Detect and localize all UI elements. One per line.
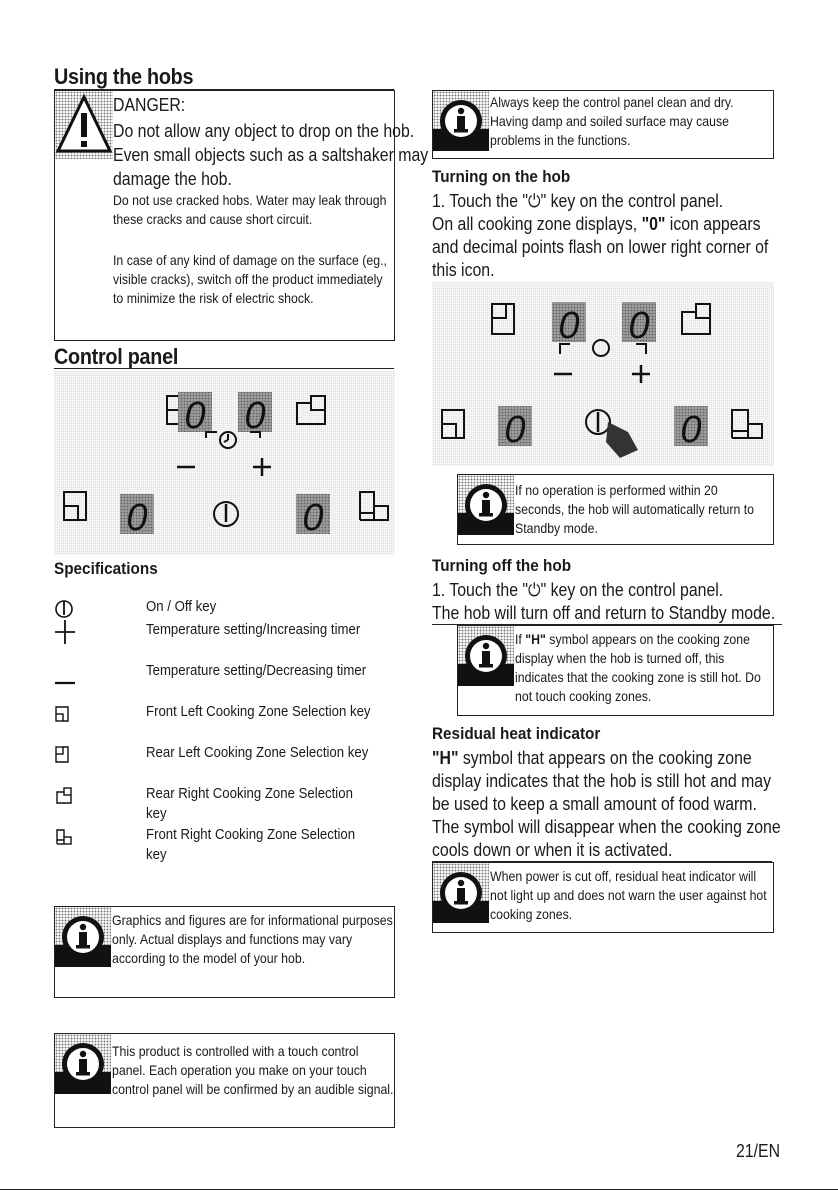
danger-title: DANGER:: [113, 95, 186, 115]
svg-text:0: 0: [558, 305, 580, 347]
info-icon: [55, 1034, 111, 1094]
info-icon: [458, 626, 514, 686]
turning-off-step: 1. Touch the "⏻" key on the control panel.: [432, 580, 724, 600]
info-text: Always keep the control panel clean and dry. Having damp and soiled surface may cause problems in the functions.: [490, 94, 734, 148]
turning-on-step: 1. Touch the "⏻" key on the control panel.: [432, 191, 724, 211]
info-box-standby: [457, 474, 774, 545]
digit-rear-left: 0: [184, 395, 206, 437]
svg-text:0: 0: [680, 409, 702, 451]
info-box-h-symbol: [457, 625, 774, 716]
svg-text:0: 0: [126, 497, 148, 539]
danger-cracked-text: Do not use cracked hobs. Water may leak through these cracks and cause short circuit.: [113, 192, 387, 227]
spec-label: Rear Right Cooking Zone Selection key: [146, 785, 353, 822]
svg-text:0: 0: [302, 497, 324, 539]
info-text: If no operation is performed within 20 seconds, the hob will automatically return to Standby mode.: [515, 482, 755, 536]
turning-on-text: On all cooking zone displays, "0" icon appears and decimal points flash on lower right corner of this icon.: [432, 214, 769, 280]
info-icon: [433, 863, 489, 923]
control-panel-graphic: [432, 282, 774, 466]
info-box-clean: [432, 90, 774, 159]
front-left-zone-key: [64, 492, 86, 520]
warning-icon: [55, 91, 113, 159]
finger-icon: [606, 422, 638, 458]
spec-label: Temperature setting/Increasing timer: [146, 621, 361, 638]
rear-right-zone-key: [297, 396, 325, 424]
heading-using-the-hobs: Using the hobs: [54, 64, 194, 89]
heading-residual-heat: Residual heat indicator: [432, 724, 601, 743]
heading-turning-off: Turning off the hob: [432, 556, 572, 575]
spec-label: On / Off key: [146, 598, 217, 615]
heading-turning-on: Turning on the hob: [432, 167, 571, 186]
control-panel-graphic: [54, 370, 395, 555]
heading-control-panel: Control panel: [54, 344, 179, 369]
info-text: Graphics and figures are for informational purposes only. Actual displays and functions may vary according to the model of your hob.: [112, 912, 393, 966]
info-icon: [55, 907, 111, 967]
heading-specifications: Specifications: [54, 559, 158, 578]
front-right-zone-key: [360, 492, 388, 520]
footer-rule: [0, 1189, 838, 1190]
danger-damage-text: In case of any kind of damage on the surface (eg., visible cracks), switch off the product immediately to minimize the risk of electric shock.: [113, 252, 387, 306]
info-icon: [433, 91, 489, 151]
page-number: 21/EN: [736, 1141, 781, 1161]
control-panel-illustration: [54, 370, 395, 555]
rear-left-zone-icon: [54, 743, 78, 767]
info-text: If "H" symbol appears on the cooking zone display when the hob is turned off, this indicates that the cooking zone is still hot. Do not touch cooking zones.: [515, 631, 761, 704]
power-icon: [54, 597, 78, 621]
residual-heat-text: "H" symbol that appears on the cooking zone display indicates that the hob is still hot and may be used to keep a small amount of food warm. The symbol will disappear when the cooking zone cools down or when it is activated.: [432, 748, 781, 860]
plus-icon: [54, 620, 78, 644]
minus-icon: [54, 671, 78, 695]
svg-text:0: 0: [504, 409, 526, 451]
front-right-zone-icon: [54, 825, 78, 849]
turning-off-text: The hob will turn off and return to Standby mode.: [432, 603, 776, 623]
spec-label: Front Right Cooking Zone Selection key: [146, 826, 356, 863]
heading-rule: [54, 368, 394, 369]
spec-label: Rear Left Cooking Zone Selection key: [146, 744, 369, 761]
danger-box: [54, 90, 429, 341]
spec-label: Temperature setting/Decreasing timer: [146, 662, 367, 679]
front-left-zone-icon: [54, 702, 78, 726]
info-box-power-cut: [432, 862, 774, 933]
digit-rear-right: 0: [244, 395, 266, 437]
danger-warning-text: Do not allow any object to drop on the hob. Even small objects such as a saltshaker may damage the hob.: [113, 121, 429, 189]
rear-right-zone-icon: [54, 784, 78, 808]
info-box-graphics: [54, 906, 395, 998]
info-text: When power is cut off, residual heat indicator will not light up and does not warn the user against hot cooking zones.: [490, 868, 767, 922]
control-panel-turned-on-illustration: [432, 282, 774, 466]
info-text: This product is controlled with a touch control panel. Each operation you make on your touch control panel will be confirmed by an audible signal.: [112, 1043, 394, 1097]
info-icon: [458, 475, 514, 535]
info-box-touch: [54, 1033, 395, 1128]
spec-label: Front Left Cooking Zone Selection key: [146, 703, 371, 720]
svg-text:0: 0: [628, 305, 650, 347]
